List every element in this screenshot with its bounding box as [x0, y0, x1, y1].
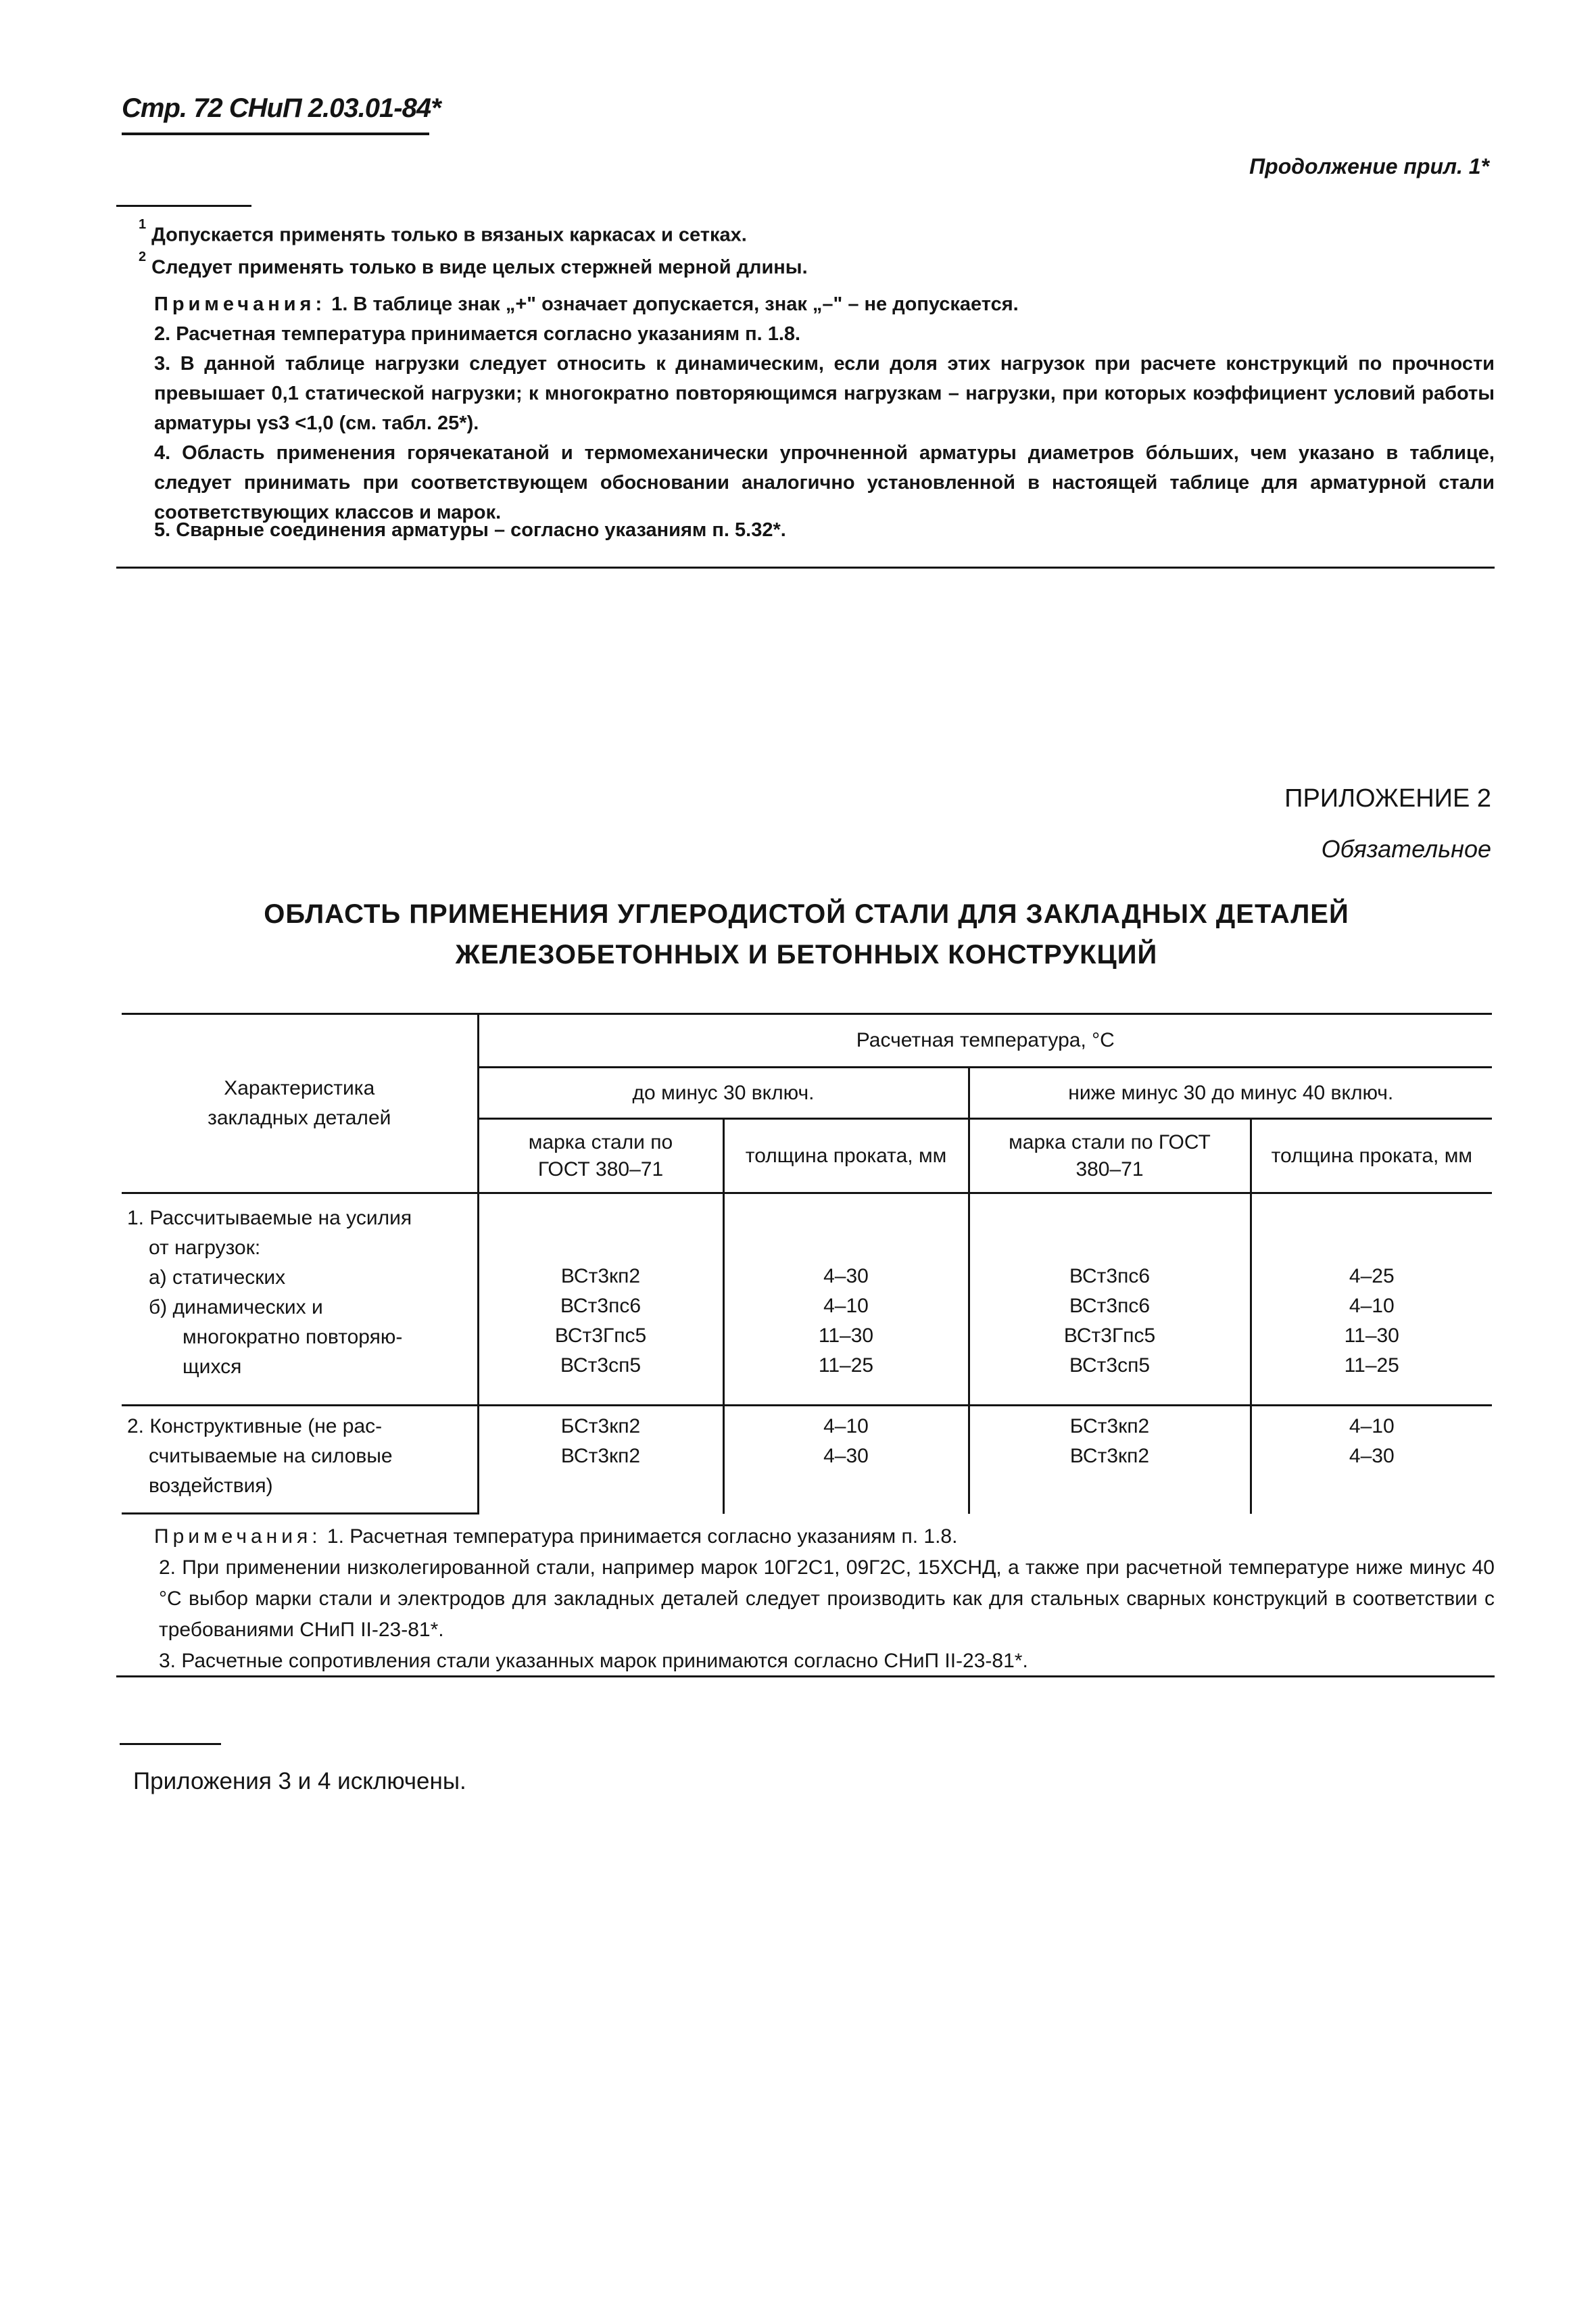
notes-top-label: Примечания:	[154, 293, 327, 315]
closing-rule	[120, 1743, 221, 1745]
row-2-grade-b: БСт3кп2 ВСт3кп2	[969, 1406, 1251, 1514]
appendix-title-line-2: ЖЕЛЕЗОБЕТОННЫХ И БЕТОННЫХ КОНСТРУКЦИЙ	[455, 940, 1158, 970]
row-1-grade-b: ВСт3пс6 ВСт3пс6 ВСт3Гпс5 ВСт3сп5	[969, 1193, 1251, 1406]
footnote-rule	[116, 205, 251, 207]
footnote-1: $^1$ Допускается применять только в вязаных каркасах и сетках.	[139, 217, 747, 246]
row-2-grade-a: БСт3кп2 ВСт3кп2	[478, 1406, 723, 1514]
page-header: Стр. 72 СНиП 2.03.01-84*	[122, 93, 441, 123]
steel-table	[122, 1013, 1492, 1514]
appendix-title	[118, 894, 1495, 975]
appendix-label: ПРИЛОЖЕНИЕ 2	[1284, 784, 1491, 813]
row-1-grade-a: ВСт3кп2 ВСт3пс6 ВСт3Гпс5 ВСт3сп5	[478, 1193, 723, 1406]
row-1-thick-b: 4–25 4–10 11–30 11–25	[1251, 1193, 1492, 1406]
appendix-status: Обязательное	[1321, 835, 1491, 863]
footnote-2: $^2$ Следует применять только в виде целых стержней мерной длины.	[139, 249, 808, 279]
row-2-thick-b: 4–10 4–30	[1251, 1406, 1492, 1514]
header-underline	[122, 133, 429, 135]
header-temp-range-b: ниже минус 30 до минус 40 включ.	[969, 1068, 1492, 1119]
notes-bottom-3: 3. Расчетные сопротивления стали указанных марок принимаются согласно СНиП II-23-81*.	[159, 1650, 1028, 1672]
notes-top-3: 3. В данной таблице нагрузки следует относить к динамическим, если доля этих нагрузок при расчете конструкций по прочности превышает 0,1 статической нагрузки; к многократно повторяющимся нагрузкам – нагрузки, при которых коэффициент условий работы арматуры γs3 <1,0 (см. табл. 25*).	[154, 353, 1495, 434]
notes-top-4: 4. Область применения горячекатаной и термомеханически упрочненной арматуры диаметров бо́льших, чем указано в таблице, следует принимать при соответствующем обосновании аналогично установленной в настоящей таблице для арматурной стали соответствующих классов и марок.	[154, 442, 1495, 523]
header-temperature: Расчетная температура, °С	[478, 1014, 1492, 1068]
notes-top-line-1: Примечания: 1. В таблице знак „+" означает допускается, знак „–" – не допускается.	[154, 293, 1019, 315]
notes-bottom-1: Примечания: 1. Расчетная температура принимается согласно указаниям п. 1.8.	[154, 1525, 958, 1548]
appendix-title-line-1: ОБЛАСТЬ ПРИМЕНЕНИЯ УГЛЕРОДИСТОЙ СТАЛИ ДЛЯ ЗАКЛАДНЫХ ДЕТАЛЕЙ	[264, 899, 1349, 929]
header-grade-a: марка стали по ГОСТ 380–71	[478, 1119, 723, 1193]
notes-bottom-label: Примечания:	[154, 1525, 322, 1548]
row-1-label: 1. Рассчитываемые на усилия от нагрузок: а) статических б) динамических и многократно повторяю- щихся	[122, 1193, 478, 1406]
section-divider	[116, 567, 1495, 569]
notes-bottom	[118, 1521, 1495, 1677]
header-thickness-a: толщина проката, мм	[723, 1119, 969, 1193]
continuation-label: Продолжение прил. 1*	[1249, 154, 1489, 178]
row-1-thick-a: 4–30 4–10 11–30 11–25	[723, 1193, 969, 1406]
header-temp-range-a: до минус 30 включ.	[478, 1068, 969, 1119]
closing-note: Приложения 3 и 4 исключены.	[133, 1768, 466, 1794]
row-2-thick-a: 4–10 4–30	[723, 1406, 969, 1514]
row-2-label: 2. Конструктивные (не рас- считываемые на силовые воздействия)	[122, 1406, 478, 1514]
header-thickness-b: толщина проката, мм	[1251, 1119, 1492, 1193]
notes-bottom-2: 2. При применении низколегированной стали, например марок 10Г2С1, 09Г2С, 15ХСНД, а также при расчетной температуре ниже минус 40 °С выбор марки стали и электродов для закладных деталей следует производить как для стальных сварных конструкций в соответствии с требованиями СНиП II-23-81*.	[159, 1556, 1495, 1641]
section-divider-bottom	[116, 1675, 1495, 1677]
header-grade-b: марка стали по ГОСТ 380–71	[969, 1119, 1251, 1193]
notes-top-5: 5. Сварные соединения арматуры – согласно указаниям п. 5.32*.	[154, 519, 786, 541]
notes-top-2: 2. Расчетная температура принимается согласно указаниям п. 1.8.	[154, 323, 801, 345]
header-characteristic: Характеристика закладных деталей	[122, 1014, 478, 1193]
